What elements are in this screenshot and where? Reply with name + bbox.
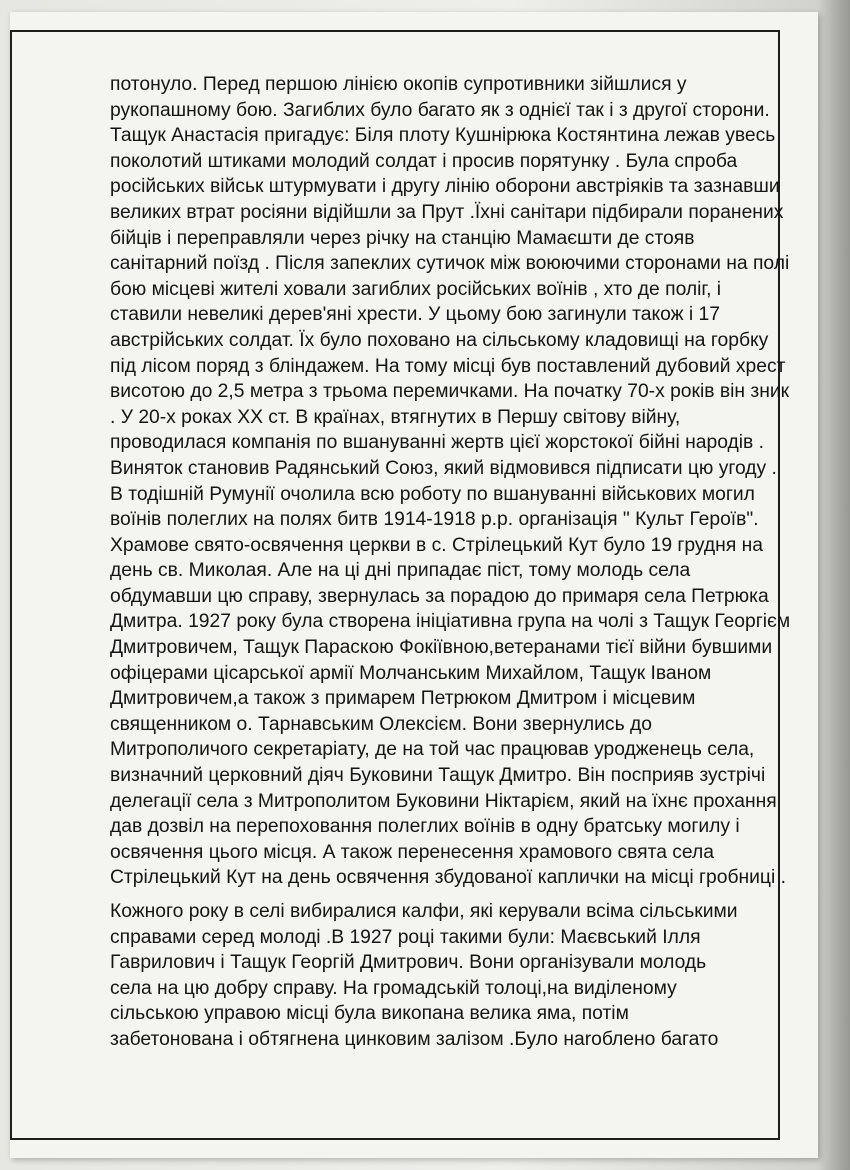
text-line: Тащук Анастасія пригадує: Біля плоту Кушнірюка Костянтина лежав увесь — [110, 125, 776, 147]
text-line: обдумавши цю справу, звернулась за порадою до примаря села Петрюка — [110, 585, 769, 607]
text-line: Дмитровичем,а також з примарем Петрюком Дмитром і місцевим — [110, 688, 696, 710]
text-line: Виняток становив Радянський Союз, який відмовився підписати цю угоду . — [110, 457, 777, 479]
text-line: висотою до 2,5 метра з трьома перемичками. На початку 70-х років він зник — [110, 381, 790, 403]
paragraph-2 — [110, 899, 790, 1053]
text-line: день св. Миколая. Але на ці дні припадає піст, тому молодь села — [110, 560, 691, 582]
text-line: офіцерами цісарської армії Молчанським Михайлом, Тащук Іваном — [110, 662, 712, 684]
text-line: Стрілецький Кут на день освячення збудованої каплички на місці гробниці . — [110, 867, 786, 889]
text-line: потонуло. Перед першою лінією окопів супротивники зійшлися у — [110, 74, 687, 95]
text-line: рукопашному бою. Загиблих було багато як з однієї так і з другої сторони. — [110, 99, 770, 121]
text-line: ставили невеликі дерев'яні хрести. У цьому бою загинули також і 17 — [110, 304, 720, 326]
text-line: російських військ штурмувати і другу лінію оборони австріяків та зазнавши — [110, 176, 780, 198]
text-line: В тодішній Румунії очолила всю роботу по вшануванні військових могил — [110, 483, 755, 505]
text-line: Дмитра. 1927 року була створена ініціативна група на чолі з Тащук Георгієм — [110, 611, 791, 633]
text-line: Кожного року в селі вибиралися калфи, які керували всіма сільськими — [110, 901, 738, 922]
text-line: поколотий штиками молодий солдат і просив порятунку . Була спроба — [110, 150, 738, 172]
text-line: . У 20-х роках ХХ ст. В країнах, втягнутих в Першу світову війну, — [110, 406, 681, 428]
text-line: Храмове свято-освячення церкви в с. Стрілецький Кут було 19 грудня на — [110, 534, 764, 556]
text-line: Дмитровичем, Тащук Параскою Фокіївною,ветеранами тієї війни бувшими — [110, 637, 773, 659]
text-line: освячення цього місця. А також перенесення храмового свята села — [110, 841, 714, 863]
text-line: бою місцеві жителі ховали загиблих російських воїнів , хто де поліг, і — [110, 278, 722, 300]
text-line: визначний церковний діяч Буковини Тащук Дмитро. Він посприяв зустрічі — [110, 765, 766, 787]
text-line: великих втрат росіяни відійшли за Прут .Їхні санітари підбирали поранених — [110, 201, 784, 223]
text-line: справами серед молоді .В 1927 році такими були: Маєвський Ілля — [110, 926, 701, 948]
scan-edge-shadow — [820, 0, 850, 1170]
paragraph-1 — [110, 72, 790, 891]
text-line: дав дозвіл на перепоховання полеглих воїнів в одну братську могилу і — [110, 816, 740, 838]
text-line: Гаврилович і Тащук Георгій Дмитрович. Вони організували молодь — [110, 952, 707, 974]
text-line: бійців і переправляли через річку на станцію Мамаєшти де стояв — [110, 227, 695, 249]
text-line: села на цю добру справу. На громадській толоці,на виділеному — [110, 977, 677, 999]
text-line: воїнів полеглих на полях битв 1914-1918 р.р. організація " Культ Героїв". — [110, 509, 759, 531]
text-line: Митрополичого секретаріату, де на той час працював уродженець села, — [110, 739, 755, 761]
text-line: австрійських солдат. Їх було поховано на сільському кладовищі на горбку — [110, 329, 769, 351]
text-line: сільською управою місці була викопана велика яма, потім — [110, 1003, 629, 1025]
document-text — [110, 72, 790, 1053]
text-line: священником о. Тарнавським Олексієм. Вони звернулись до — [110, 713, 652, 735]
text-line: забетонована і обтягнена цинковим залізом .Було наroблено багато — [110, 1028, 719, 1050]
text-line: проводилася компанія по вшануванні жертв цієї жорстокої бійні народів . — [110, 432, 765, 454]
text-line: делегації села з Митрополитом Буковини Ніктарієм, який на їхнє прохання — [110, 790, 777, 812]
text-line: під лісом поряд з бліндажем. На тому місці був поставлений дубовий хрест — [110, 355, 786, 377]
text-line: санітарний поїзд . Після запеклих сутичок між воюючими сторонами на полі — [110, 253, 790, 275]
